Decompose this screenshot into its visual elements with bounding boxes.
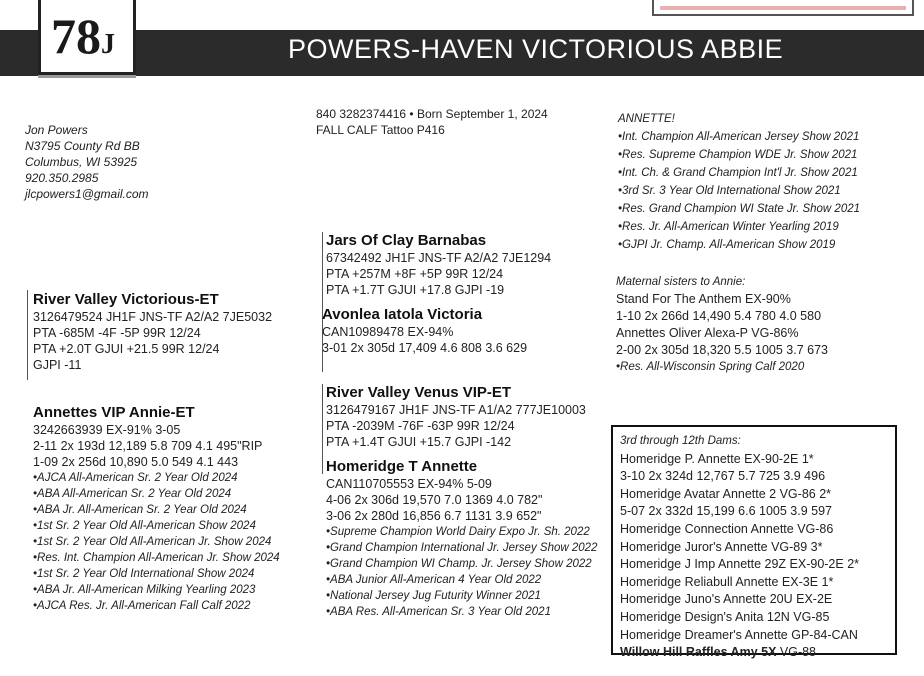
dam-name: Annettes VIP Annie-ET	[33, 404, 195, 421]
page-title: POWERS-HAVEN VICTORIOUS ABBIE	[288, 34, 784, 64]
dams-line: Homeridge Juno's Annette 20U EX-2E	[620, 592, 833, 607]
dam-sire-line: PTA +1.4T GJUI +15.7 GJPI -142	[326, 435, 512, 449]
dams-last-score: VG-88	[776, 645, 817, 660]
sire-name: River Valley Victorious-ET	[33, 291, 219, 308]
sire-sire-line: PTA +257M +8F +5P 99R 12/24	[326, 267, 504, 281]
lot-number: 78J	[51, 8, 115, 64]
animal-info	[316, 106, 548, 138]
annette-honor: •Int. Ch. & Grand Champion Int'l Jr. Show 2021	[618, 167, 858, 179]
owner-email: jlcpowers1@gmail.com	[25, 187, 149, 201]
dam-line: 2-11 2x 193d 12,189 5.8 709 4.1 495"RIP	[33, 439, 263, 453]
dam-dam-block	[326, 458, 597, 620]
annette-honor: •Res. Grand Champion WI State Jr. Show 2021	[618, 203, 861, 215]
dams-line: Homeridge Avatar Annette 2 VG-86 2*	[620, 486, 832, 501]
sire-line: GJPI -11	[33, 358, 82, 372]
dams-line: 5-07 2x 332d 15,199 6.6 1005 3.9 597	[620, 504, 832, 519]
maternal-sisters	[616, 274, 828, 376]
dams-heading: 3rd through 12th Dams:	[620, 435, 741, 447]
owner-address: N3795 County Rd BB	[25, 139, 140, 153]
dams-line: Homeridge Connection Annette VG-86	[620, 521, 834, 536]
maternal-line: Annettes Oliver Alexa-P VG-86%	[616, 326, 799, 340]
dam-honor: •ABA All-American Sr. 2 Year Old 2024	[33, 488, 232, 500]
dam-dam-line: CAN110705553 EX-94% 5-09	[326, 477, 492, 491]
owner-city: Columbus, WI 53925	[25, 155, 138, 169]
dam-honor: •1st Sr. 2 Year Old International Show 2024	[33, 568, 255, 580]
dams-line: Homeridge Design's Anita 12N VG-85	[620, 609, 830, 624]
sire-sire-line: 67342492 JH1F JNS-TF A2/A2 7JE1294	[326, 251, 552, 265]
maternal-heading: Maternal sisters to Annie:	[616, 276, 746, 288]
sire-sire-line: PTA +1.7T GJUI +17.8 GJPI -19	[326, 283, 505, 297]
annette-honor: •GJPI Jr. Champ. All-American Show 2019	[618, 239, 836, 251]
owner-phone: 920.350.2985	[25, 171, 99, 185]
registration-line: 840 3282374416 • Born September 1, 2024	[316, 107, 548, 121]
dam-honor: •1st Sr. 2 Year Old All-American Show 2024	[33, 520, 256, 532]
dam-dam-line: 4-06 2x 306d 19,570 7.0 1369 4.0 782"	[326, 493, 543, 507]
dam-sire-block	[326, 384, 586, 450]
dam-honor: •Res. Int. Champion All-American Jr. Show 2024	[33, 552, 280, 564]
dam-dam-line: 3-06 2x 280d 16,856 6.7 1131 3.9 652"	[326, 509, 542, 523]
class-line: FALL CALF Tattoo P416	[316, 123, 445, 137]
maternal-honor: •Res. All-Wisconsin Spring Calf 2020	[616, 361, 805, 373]
maternal-line: 1-10 2x 266d 14,490 5.4 780 4.0 580	[616, 309, 822, 323]
owner-contact	[25, 122, 149, 202]
annette-honor: •3rd Sr. 3 Year Old International Show 2021	[618, 185, 841, 197]
sire-dam-line: CAN10989478 EX-94%	[322, 325, 454, 339]
dams-line: Homeridge J Imp Annette 29Z EX-90-2E 2*	[620, 557, 860, 572]
dam-line: 1-09 2x 256d 10,890 5.0 549 4.1 443	[33, 455, 239, 469]
sire-dam-block	[322, 306, 527, 356]
dam-dam-honor: •Grand Champion International Jr. Jersey Show 2022	[326, 542, 598, 554]
dam-side-bracket	[322, 384, 323, 474]
dam-sire-line: 3126479167 JH1F JNS-TF A1/A2 777JE10003	[326, 403, 586, 417]
dams-line: 3-10 2x 324d 12,767 5.7 725 3.9 496	[620, 469, 826, 484]
dam-honor: •ABA Jr. All-American Milking Yearling 2023	[33, 584, 256, 596]
dam-sire-line: PTA -2039M -76F -63P 99R 12/24	[326, 419, 515, 433]
annette-honors	[618, 110, 860, 254]
corner-frame	[652, 0, 914, 16]
sire-sire-name: Jars Of Clay Barnabas	[326, 232, 487, 249]
dam-dam-honor: •Grand Champion WI Champ. Jr. Jersey Show 2022	[326, 558, 592, 570]
sire-dam-line: 3-01 2x 305d 17,409 4.6 808 3.6 629	[322, 341, 528, 355]
dam-honor: •ABA Jr. All-American Sr. 2 Year Old 2024	[33, 504, 247, 516]
owner-name: Jon Powers	[25, 123, 88, 137]
sire-block	[33, 291, 272, 373]
sire-bracket	[27, 290, 28, 380]
sire-dam-name: Avonlea Iatola Victoria	[322, 306, 483, 323]
dams-last-line	[620, 644, 859, 662]
annette-honor: •Res. Jr. All-American Winter Yearling 2019	[618, 221, 839, 233]
annette-honor: •Int. Champion All-American Jersey Show 2021	[618, 131, 860, 143]
sire-line: PTA -685M -4F -5P 99R 12/24	[33, 326, 201, 340]
dam-honor: •1st Sr. 2 Year Old All-American Jr. Show 2024	[33, 536, 272, 548]
dam-honor: •AJCA Res. Jr. All-American Fall Calf 2022	[33, 600, 251, 612]
dam-dam-honor: •ABA Junior All-American 4 Year Old 2022	[326, 574, 542, 586]
sire-line: PTA +2.0T GJUI +21.5 99R 12/24	[33, 342, 220, 356]
sire-line: 3126479524 JH1F JNS-TF A2/A2 7JE5032	[33, 310, 273, 324]
maternal-line: 2-00 2x 305d 18,320 5.5 1005 3.7 673	[616, 343, 828, 357]
dam-dam-honor: •National Jersey Jug Futurity Winner 2021	[326, 590, 541, 602]
annette-heading: ANNETTE!	[618, 113, 675, 125]
dam-dam-name: Homeridge T Annette	[326, 458, 478, 475]
dams-line: Homeridge P. Annette EX-90-2E 1*	[620, 451, 814, 466]
dam-sire-name: River Valley Venus VIP-ET	[326, 384, 512, 401]
maternal-line: Stand For The Anthem EX-90%	[616, 292, 791, 306]
lot-number-box	[38, 0, 136, 75]
dams-last-name: Willow Hill Raffles Amy 5X	[620, 645, 777, 660]
dam-dam-honor: •ABA Res. All-American Sr. 3 Year Old 2021	[326, 606, 551, 618]
dam-dam-honor: •Supreme Champion World Dairy Expo Jr. Sh. 2022	[326, 526, 590, 538]
dams-line: Homeridge Reliabull Annette EX-3E 1*	[620, 574, 834, 589]
dam-block	[33, 404, 280, 614]
dams-line: Homeridge Dreamer's Annette GP-84-CAN	[620, 627, 858, 642]
dams-list	[620, 433, 859, 662]
sire-sire-block	[326, 232, 551, 298]
dams-line: Homeridge Juror's Annette VG-89 3*	[620, 539, 823, 554]
dam-honor: •AJCA All-American Sr. 2 Year Old 2024	[33, 472, 238, 484]
dam-line: 3242663939 EX-91% 3-05	[33, 423, 181, 437]
annette-honor: •Res. Supreme Champion WDE Jr. Show 2021	[618, 149, 858, 161]
